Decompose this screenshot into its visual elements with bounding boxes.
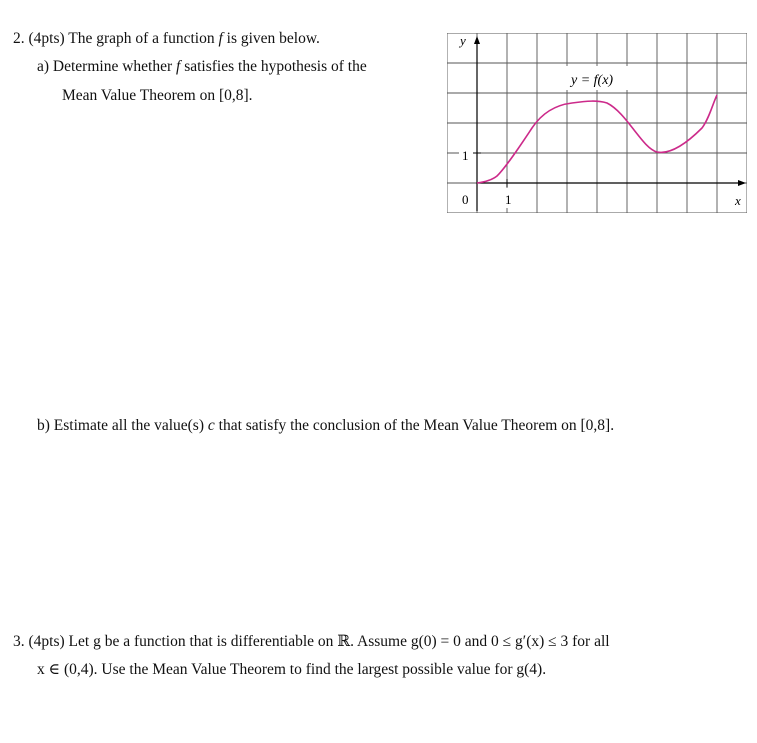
- x-axis-arrow: [738, 180, 746, 186]
- problem-2-part-a: [37, 57, 367, 77]
- problem-2-header-text: 2. (4pts) The graph of a function: [13, 30, 219, 47]
- part-a-rest: satisfies the hypothesis of the: [180, 58, 367, 75]
- problem-3-line2: x ∈ (0,4). Use the Mean Value Theorem to find the largest possible value for g(4).: [37, 661, 547, 678]
- problem-2-part-a-line2: Mean Value Theorem on [0,8].: [62, 87, 253, 104]
- origin-label: 0: [462, 192, 469, 207]
- part-b-prefix: b) Estimate all the value(s): [37, 417, 208, 434]
- y-axis-label: y: [460, 33, 466, 48]
- function-f-symbol: f: [218, 30, 223, 47]
- graph-grid: [447, 33, 747, 213]
- problem-2-header-rest: is given below.: [222, 30, 320, 47]
- part-a-prefix: a) Determine whether: [37, 58, 177, 75]
- x-tick-label: 1: [505, 192, 512, 207]
- part-a-function-symbol: f: [176, 58, 181, 75]
- function-graph: [447, 33, 747, 213]
- y-axis-arrow: [474, 36, 480, 44]
- curve-label: y = f(x): [571, 73, 614, 88]
- y-tick-label: 1: [462, 148, 469, 163]
- problem-2-header: [13, 29, 320, 49]
- problem-2-part-b: [37, 416, 614, 436]
- problem-3-line1: 3. (4pts) Let g be a function that is differentiable on ℝ. Assume g(0) = 0 and 0 ≤ g′(x) ≤ 3 for all: [13, 633, 610, 650]
- part-b-c-symbol: c: [207, 417, 215, 434]
- part-b-rest: that satisfy the conclusion of the Mean Value Theorem on [0,8].: [214, 417, 615, 434]
- x-axis-label: x: [735, 193, 741, 208]
